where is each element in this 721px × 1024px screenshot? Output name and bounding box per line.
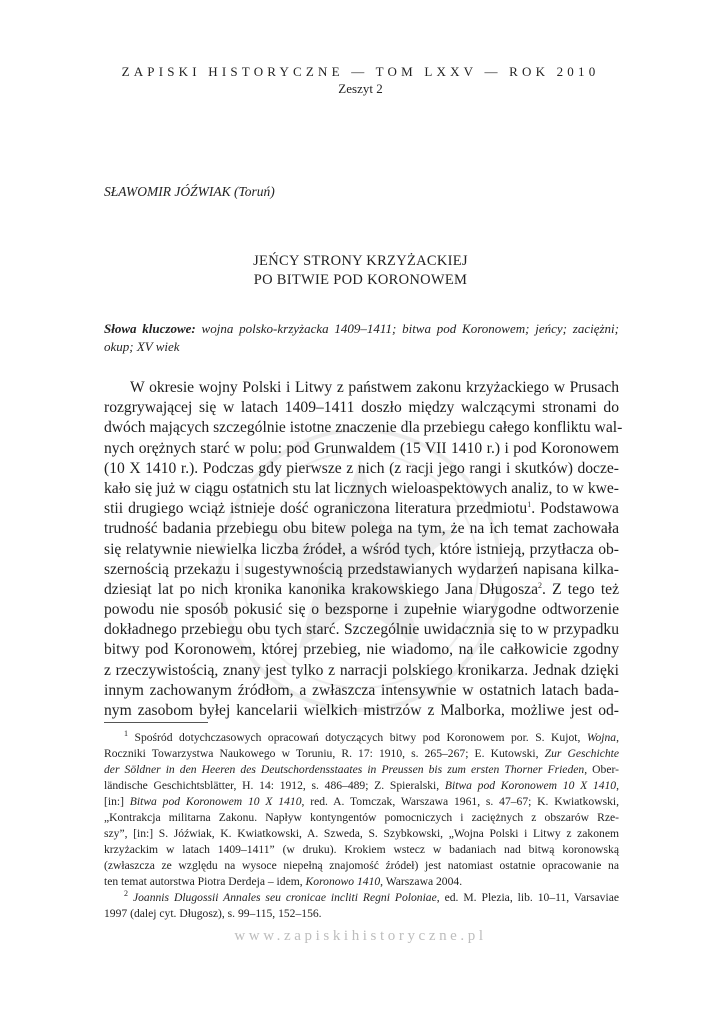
footnote-number-2: 2 — [124, 889, 128, 899]
footnote-text: ten temat autorstwa Piotra Derdeja – idem, — [104, 875, 306, 888]
footnote-line — [104, 778, 619, 794]
article-title-line-2: PO BITWIE POD KORONOWEM — [253, 272, 468, 288]
footnote-number-1: 1 — [124, 729, 128, 739]
footnote-line — [104, 794, 619, 810]
footnote-italic: Zur Geschichte — [544, 747, 620, 760]
footnote-italic: Bitwa pod Koronowem 10 X 1410 — [129, 795, 302, 808]
body-text-span: . Z tego też — [542, 580, 619, 598]
footnotes — [104, 730, 619, 922]
footnote-ref-1[interactable]: 1 — [527, 499, 532, 509]
footnote-text: ländische Geschichtsblätter, H. 14: 1912, s. 486–489; Z. Spieralski, — [104, 779, 445, 792]
body-line: nych orężnych starć w polu: pod Grunwaldem (15 VII 1410 r.) i pod Koronowem — [104, 439, 619, 457]
body-line: z rzeczywistością, znany jest tylko z narracji polskiego kronikarza. Jednak dzięki — [104, 661, 619, 679]
keywords-text: wojna polsko-krzyżacka 1409–1411; bitwa pod Koronowem; jeńcy; zaciężni; okup; XV wiek — [104, 321, 620, 354]
journal-issue: Zeszyt 2 — [338, 81, 383, 96]
footnote-divider — [104, 722, 208, 723]
body-line: szernością przekazu i sugestywnością przedstawianych wydarzeń napisana kilka- — [104, 560, 619, 578]
body-line: innym zachowanym źródłom, a zwłaszcza intensywnie w ostatnich latach bada- — [104, 681, 619, 699]
footnote-text: Roczniki Towarzystwa Naukowego w Toruniu, R. 17: 1910, s. 265–267; E. Kutowski, — [104, 747, 545, 760]
footnote-line: 1997 (dalej cyt. Długosz), s. 99–115, 152–156. — [104, 907, 322, 920]
body-line: dokładnego przebiegu obu tych starć. Szczególnie uwidacznia się to w przypadku — [104, 621, 619, 639]
keywords — [104, 320, 619, 356]
footnote-text: , red. A. Tomczak, Warszawa 1961, s. 47–67; K. Kwiatkowski, — [301, 795, 620, 808]
body-line: dwóch mających szczególnie istotne znaczenie dla przebiegu całego konfliktu wal- — [104, 419, 623, 437]
footnote-text: Spośród dotychczasowych opracowań dotyczących bitwy pod Koronowem por. S. Kujot, — [128, 731, 587, 744]
footnote-text: , — [616, 731, 619, 744]
body-text-span: stii drugiego wciąż istnieje dość ograniczona literatura przedmiotu — [104, 500, 528, 518]
footnote-line: krzyżackim w latach 1409–1411” (w druku). Krokiem wstecz w badaniach nad bitwą koronowską — [104, 843, 619, 856]
body-line: się relatywnie niewielka liczba źródeł, a wśród tych, które istnieją, przytłacza ob- — [104, 540, 619, 558]
footnote-italic: Wojna — [586, 731, 617, 744]
footnote-italic: Bitwa pod Koronowem 10 X 1410 — [444, 779, 617, 792]
body-line: kało się już w ciągu ostatnich stu lat licznych wieloaspektowych analiz, to w kwe- — [104, 479, 619, 497]
footnote-italic: Joannis Dlugossii Annales seu cronicae incliti Regni Poloniae — [132, 891, 437, 904]
body-line: powodu nie sposób pokusić się o bezsporne i zupełnie wiarygodne odtworzenie — [104, 601, 619, 619]
footnote-line — [104, 762, 619, 778]
journal-header — [0, 64, 721, 97]
body-line: bitwy pod Koronowem, której przebieg, nie wiadomo, na ile całkowicie zgodny — [104, 641, 619, 659]
body-text-span: dziesiąt lat po nich kronika kanonika krakowskiego Jana Długosza — [104, 580, 538, 598]
journal-title: ZAPISKI HISTORYCZNE — TOM LXXV — ROK 2010 — [121, 64, 600, 79]
footnote-text: [in:] — [104, 795, 130, 808]
footnote-text: , — [616, 779, 619, 792]
footnote-text: , Warszawa 2004. — [380, 875, 463, 888]
footnote-italic: Koronowo 1410 — [305, 875, 381, 888]
author-name: SŁAWOMIR JÓŹWIAK (Toruń) — [104, 184, 275, 199]
body-line: trudność badania przebiegu obu bitew polega na tym, że na ich temat zachowała — [104, 520, 619, 538]
body-line: nym zasobom byłej kancelarii wielkich mistrzów z Malborka, możliwe jest od- — [104, 702, 619, 719]
body-line: (10 X 1410 r.). Podczas gdy pierwsze z nich (z racji jego rangi i skutków) docze- — [104, 459, 619, 477]
footnote-line — [104, 890, 619, 906]
body-text-span: . Podstawowa — [531, 500, 619, 518]
footnote-line: szy”, [in:] S. Jóźwiak, K. Kwiatkowski, A. Szweda, S. Szybkowski, „Wojna Polski i Litwy z zakonem — [104, 827, 619, 840]
footnote-line: „Kontrakcja militarna Zakonu. Napływ kontyngentów pomocniczych i zaciężnych z obszarów Rze- — [104, 811, 619, 824]
footnote-italic: der Söldner in den Heeren des Deutschordensstaates in Preussen bis zum ersten Thorner Frieden — [104, 763, 585, 776]
footnote-line — [104, 730, 619, 746]
footnote-line — [104, 874, 619, 890]
body-line: W okresie wojny Polski i Litwy z państwem zakonu krzyżackiego w Prusach — [130, 379, 619, 396]
website-url-link[interactable]: www.zapiskihistoryczne.pl — [234, 928, 487, 944]
body-text — [104, 378, 623, 721]
article-title — [0, 252, 721, 290]
footnote-text: , ed. M. Plezia, lib. 10–11, Varsaviae — [436, 891, 619, 904]
body-line — [104, 580, 619, 600]
footnote-ref-2[interactable]: 2 — [538, 580, 542, 590]
keywords-label: Słowa kluczowe: — [104, 321, 196, 336]
footnote-line — [104, 746, 619, 762]
body-line: rozgrywającej się w latach 1409–1411 doszło między walczącymi stronami do — [104, 399, 619, 417]
footnote-text: , Ober- — [584, 763, 619, 776]
article-title-line-1: JEŃCY STRONY KRZYŻACKIEJ — [253, 253, 468, 269]
footnote-line: (zwłaszcza ze względu na wysoce niepełną znajomość źródeł) jest natomiast ostatnie opracowanie na — [104, 859, 619, 872]
body-line — [104, 499, 619, 519]
